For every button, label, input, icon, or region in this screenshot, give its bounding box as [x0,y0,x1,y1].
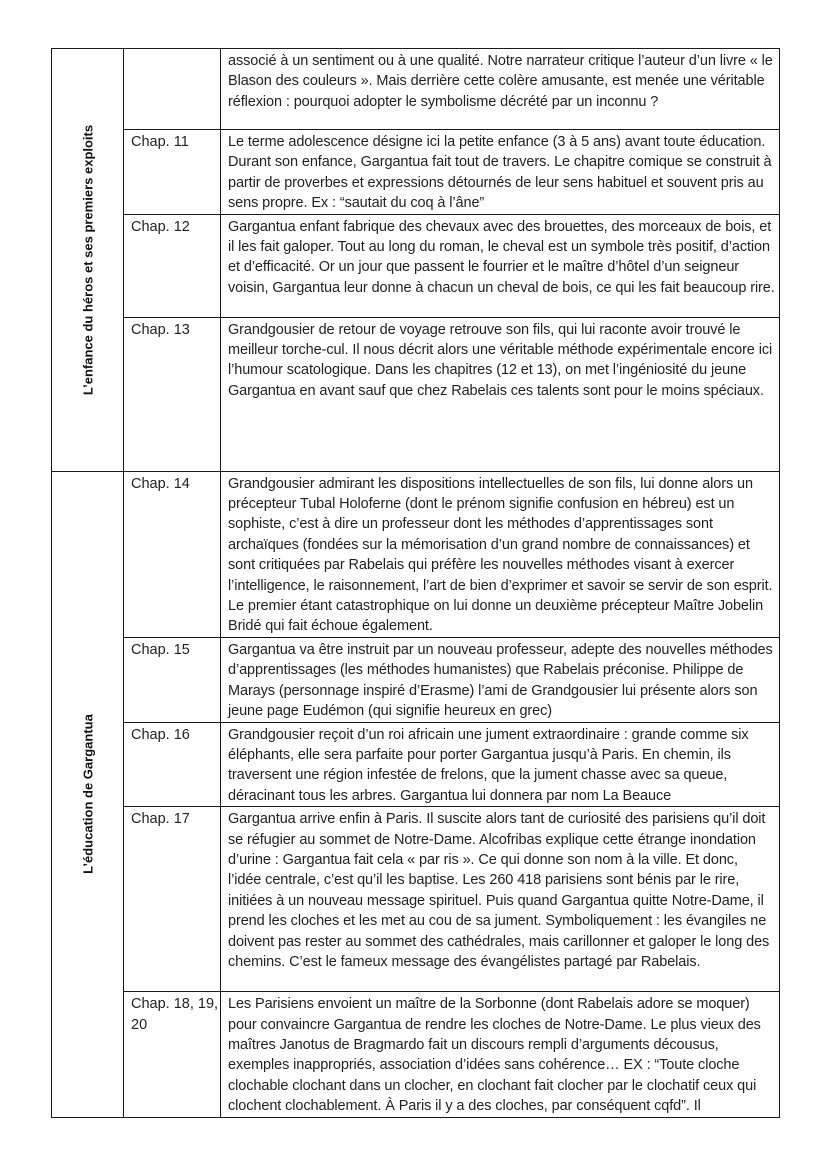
section-cell-education [52,471,124,1117]
section-label: L’enfance du héros et ses premiers exploits [80,124,95,395]
chapter-label [124,49,221,130]
chapter-label: Chap. 18, 19, 20 [124,992,221,1117]
chapter-summary: associé à un sentiment ou à une qualité. Notre narrateur critique l’auteur d’un livre « le Blason des couleurs ». Mais derrière cette colère amusante, est menée une véritable réflexion : pourquoi adopter le symbolisme décrété par un inconnu ? [221,49,780,130]
chapter-summary: Gargantua enfant fabrique des chevaux avec des brouettes, des morceaux de bois, et il les fait galoper. Tout au long du roman, le cheval est un symbole très positif, d’action et d’efficacité. Or un jour que passent le fourrier et le maître d’hôtel d’un seigneur voisin, Gargantua leur donne à chacun un cheval de bois, ce qui les fait beaucoup rire. [221,214,780,317]
chapter-summary: Gargantua va être instruit par un nouveau professeur, adepte des nouvelles méthodes d’apprentissages (les méthodes humanistes) que Rabelais préconise. Philippe de Marays (personnage inspiré d’Erasme) l’ami de Grandgousier lui présente alors son jeune page Eudémon (qui signifie heureux en grec) [221,637,780,722]
section-cell-enfance [52,49,124,472]
table-row [52,807,780,992]
table-row [52,49,780,130]
chapter-label: Chap. 16 [124,722,221,807]
table-row [52,471,780,637]
table-row [52,130,780,215]
table-row [52,317,780,471]
table-row [52,637,780,722]
table-row [52,722,780,807]
section-label: L’éducation de Gargantua [80,714,95,874]
table-row [52,214,780,317]
chapter-summary: Le terme adolescence désigne ici la petite enfance (3 à 5 ans) avant toute éducation. Durant son enfance, Gargantua fait tout de travers. Le chapitre comique se construit à partir de proverbes et expressions détournés de leur sens habituel et souvent pris au sens propre. Ex : “sautait du coq à l’âne” [221,130,780,215]
chapter-label: Chap. 17 [124,807,221,992]
chapter-label: Chap. 11 [124,130,221,215]
chapter-label: Chap. 13 [124,317,221,471]
chapter-label: Chap. 15 [124,637,221,722]
table-row [52,992,780,1117]
chapter-summary: Grandgousier de retour de voyage retrouve son fils, qui lui raconte avoir trouvé le meilleur torche-cul. Il nous décrit alors une véritable méthode expérimentale encore ici l’humour scatologique. Dans les chapitres (12 et 13), on met l’ingéniosité du jeune Gargantua en avant sauf que chez Rabelais ces talents sont pour le moins spéciaux. [221,317,780,471]
chapter-summary-table [51,48,780,1118]
chapter-label: Chap. 12 [124,214,221,317]
chapter-summary: Gargantua arrive enfin à Paris. Il suscite alors tant de curiosité des parisiens qu’il doit se réfugier au sommet de Notre-Dame. Alcofribas explique cette étrange inondation d’urine : Gargantua fait cela « par ris ». Ce qui donne son nom à la ville. Et donc, l’idée centrale, c’est qu’il les baptise. Les 260 418 parisiens sont bénis par le rire, initiées à un nouveau message spirituel. Puis quand Gargantua quitte Notre-Dame, il prend les cloches et les met au cou de sa jument. Symboliquement : les évangiles ne doivent pas rester au sommet des cathédrales, mais carillonner et galoper le long des chemins. C’est le fameux message des évangélistes partagé par Rabelais. [221,807,780,992]
chapter-summary: Grandgousier admirant les dispositions intellectuelles de son fils, lui donne alors un précepteur Tubal Holoferne (dont le prénom signifie confusion en hébreu) est un sophiste, c’est à dire un professeur dont les méthodes d’apprentissages sont archaïques (fondées sur la mémorisation d’un grand nombre de connaissances) et sont critiquées par Rabelais qui préfère les nouvelles méthodes visant à exercer l’intelligence, le raisonnement, l’art de bien d’exprimer et savoir se servir de son esprit. Le premier étant catastrophique on lui donne un deuxième précepteur Maître Jobelin Bridé qui fait échoue également. [221,471,780,637]
chapter-summary: Les Parisiens envoient un maître de la Sorbonne (dont Rabelais adore se moquer) pour convaincre Gargantua de rendre les cloches de Notre-Dame. Le plus vieux des maîtres Janotus de Bragmardo fait un discours rempli d’arguments décousus, exemples inappropriés, association d’idées sans cohérence… EX : “Toute cloche clochable clochant dans un clocher, en clochant fait clocher par le clochatif ceux qui clochent clochablement. À Paris il y a des cloches, par conséquent cqfd”. Il [221,992,780,1117]
chapter-label: Chap. 14 [124,471,221,637]
chapter-summary: Grandgousier reçoit d’un roi africain une jument extraordinaire : grande comme six éléphants, elle sera parfaite pour porter Gargantua jusqu’à Paris. En chemin, ils traversent une région infestée de frelons, que la jument chasse avec sa queue, déracinant tous les arbres. Gargantua lui donnera par nom La Beauce [221,722,780,807]
